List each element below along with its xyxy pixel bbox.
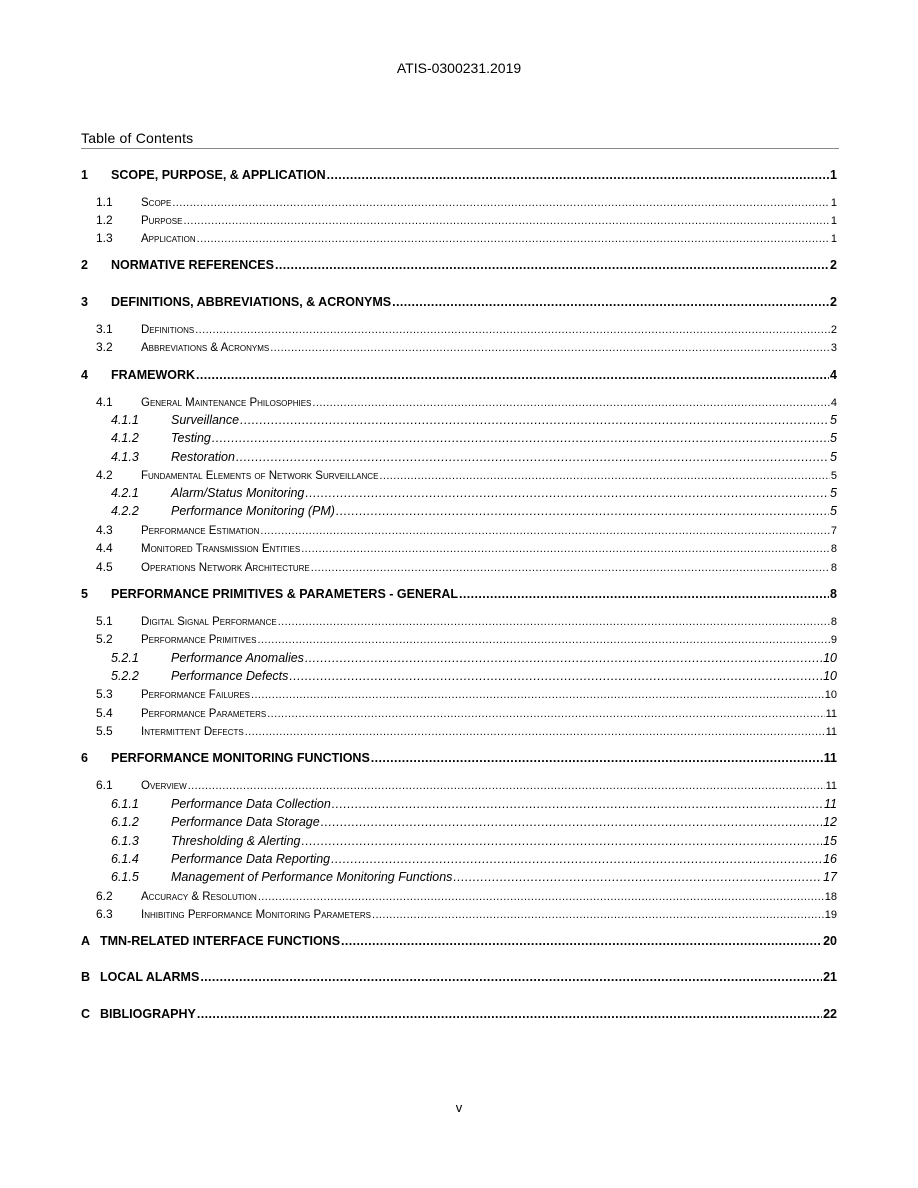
toc-entry[interactable] <box>81 486 837 504</box>
toc-entry-page: 10 <box>824 689 837 701</box>
toc-entry-number: 2 <box>81 258 88 272</box>
toc-entry-page: 8 <box>830 543 837 555</box>
toc-entry-page: 5 <box>830 413 837 427</box>
toc-entry-page: 21 <box>823 970 837 984</box>
toc-entry-number: 1.3 <box>96 231 113 245</box>
toc-entry[interactable] <box>81 468 837 486</box>
toc-entry-number: 6 <box>81 751 88 765</box>
toc-entry-number: 5.2 <box>96 632 113 646</box>
toc-dot-leader <box>379 470 829 482</box>
toc-dot-leader <box>453 870 822 884</box>
toc-entry[interactable] <box>81 669 837 687</box>
toc-dot-leader <box>196 368 829 382</box>
toc-entry-page: 5 <box>830 450 837 464</box>
toc-entry-title[interactable]: Intermittent Defects <box>141 726 244 738</box>
toc-dot-leader <box>278 616 830 628</box>
toc-entry-title[interactable]: PERFORMANCE PRIMITIVES & PARAMETERS - GENERAL <box>111 587 459 601</box>
toc-entry-title[interactable]: PERFORMANCE MONITORING FUNCTIONS <box>111 751 370 765</box>
toc-dot-leader <box>327 168 829 182</box>
toc-entry[interactable] <box>81 523 837 541</box>
toc-entry[interactable] <box>81 651 837 669</box>
toc-entry-page: 22 <box>823 1007 837 1021</box>
toc-entry-page: 9 <box>830 634 837 646</box>
toc-entry-title[interactable]: Operations Network Architecture <box>141 562 310 574</box>
toc-dot-leader <box>270 342 830 354</box>
toc-entry[interactable] <box>81 413 837 431</box>
toc-entry-title[interactable]: FRAMEWORK <box>111 368 196 382</box>
toc-entry-page: 10 <box>823 669 837 683</box>
toc-dot-leader <box>258 891 824 903</box>
toc-dot-leader <box>197 1007 822 1021</box>
toc-entry-title[interactable]: NORMATIVE REFERENCES <box>111 258 274 272</box>
toc-entry-number: 4.1.2 <box>111 431 139 445</box>
toc-entry-page: 5 <box>830 431 837 445</box>
toc-entry-page: 2 <box>830 295 837 309</box>
toc-entry[interactable] <box>81 834 837 852</box>
toc-entry[interactable] <box>81 450 837 468</box>
toc-entry-title[interactable]: Performance Data Collection <box>171 797 331 811</box>
toc-entry[interactable] <box>81 907 837 925</box>
toc-entry-number: 5.2.2 <box>111 669 139 683</box>
toc-entry-title[interactable]: Performance Parameters <box>141 708 267 720</box>
toc-dot-leader <box>257 634 829 646</box>
toc-entry-title[interactable]: Performance Monitoring (PM) <box>171 504 335 518</box>
toc-entry-page: 19 <box>824 909 837 921</box>
toc-entry-page: 2 <box>830 324 837 336</box>
toc-dot-leader <box>251 689 824 701</box>
toc-dot-leader <box>371 751 823 765</box>
toc-entry-page: 8 <box>830 616 837 628</box>
toc-title: Table of Contents <box>81 130 194 146</box>
toc-entry-number: 1 <box>81 168 88 182</box>
toc-entry-title[interactable]: Performance Primitives <box>141 634 257 646</box>
toc-entry-page: 18 <box>824 891 837 903</box>
toc-entry-page: 17 <box>823 870 837 884</box>
toc-entry[interactable] <box>81 724 837 742</box>
toc-entry-page: 5 <box>830 470 837 482</box>
toc-entry-title[interactable]: Surveillance <box>171 413 240 427</box>
toc-entry[interactable] <box>81 213 837 231</box>
toc-entry-number: 4.5 <box>96 560 113 574</box>
toc-entry[interactable] <box>81 168 837 186</box>
toc-entry[interactable] <box>81 504 837 522</box>
toc-entry-number: C <box>81 1007 91 1021</box>
toc-entry-page: 5 <box>830 504 837 518</box>
toc-dot-leader <box>341 934 822 948</box>
toc-entry-number: A <box>81 934 91 948</box>
toc-entry-title[interactable]: Performance Data Storage <box>171 815 320 829</box>
toc-dot-leader <box>183 215 829 227</box>
toc-entry-title[interactable]: TMN-RELATED INTERFACE FUNCTIONS <box>100 934 341 948</box>
toc-entry-page: 1 <box>830 233 837 245</box>
toc-entry-title[interactable]: General Maintenance Philosophies <box>141 397 312 409</box>
toc-entry-title[interactable]: Alarm/Status Monitoring <box>171 486 305 500</box>
toc-entry-page: 4 <box>830 368 837 382</box>
toc-entry-number: B <box>81 970 91 984</box>
toc-entry[interactable] <box>81 815 837 833</box>
toc-entry[interactable] <box>81 970 837 988</box>
toc-entry-number: 1.1 <box>96 195 113 209</box>
toc-entry[interactable] <box>81 560 837 578</box>
toc-entry-title[interactable]: Inhibiting Performance Monitoring Parameters <box>141 909 372 921</box>
toc-entry-page: 12 <box>823 815 837 829</box>
toc-dot-leader <box>311 562 830 574</box>
toc-dot-leader <box>267 708 824 720</box>
toc-entry[interactable] <box>81 231 837 249</box>
toc-entry-number: 5.5 <box>96 724 113 738</box>
toc-entry[interactable] <box>81 751 837 769</box>
toc-entry-title[interactable]: Performance Anomalies <box>171 651 304 665</box>
toc-entry[interactable] <box>81 778 837 796</box>
toc-entry-page: 3 <box>830 342 837 354</box>
toc-entry-title[interactable]: Testing <box>171 431 211 445</box>
toc-dot-leader <box>305 486 829 500</box>
toc-entry[interactable] <box>81 614 837 632</box>
toc-entry-number: 4.3 <box>96 523 113 537</box>
toc-dot-leader <box>392 295 829 309</box>
toc-entry-number: 6.1.2 <box>111 815 139 829</box>
toc-entry-number: 5 <box>81 587 88 601</box>
toc-entry-title[interactable]: Application <box>141 233 196 245</box>
toc-dot-leader <box>312 397 829 409</box>
toc-entry-number: 5.2.1 <box>111 651 139 665</box>
toc-entry-page: 11 <box>823 751 837 765</box>
toc-entry-page: 10 <box>823 651 837 665</box>
toc-dot-leader <box>336 504 829 518</box>
toc-dot-leader <box>301 543 830 555</box>
toc-entry-title[interactable]: Overview <box>141 780 187 792</box>
toc-entry[interactable] <box>81 1007 837 1025</box>
toc-entry-number: 4.1 <box>96 395 113 409</box>
toc-dot-leader <box>197 233 830 245</box>
toc-entry-title[interactable]: Monitored Transmission Entities <box>141 543 301 555</box>
toc-dot-leader <box>275 258 829 272</box>
toc-entry-title[interactable]: Management of Performance Monitoring Functions <box>171 870 453 884</box>
toc-entry-page: 1 <box>830 168 837 182</box>
toc-dot-leader <box>200 970 822 984</box>
toc-entry-number: 6.1.5 <box>111 870 139 884</box>
toc-entry-number: 5.3 <box>96 687 113 701</box>
toc-entry-page: 16 <box>823 852 837 866</box>
toc-entry[interactable] <box>81 295 837 313</box>
toc-entry-page: 11 <box>825 726 837 738</box>
toc-entry-title[interactable]: Performance Defects <box>171 669 289 683</box>
toc-entry-number: 4.2 <box>96 468 113 482</box>
toc-entry-title[interactable]: Scope <box>141 197 172 209</box>
toc-entry-number: 6.3 <box>96 907 113 921</box>
toc-entry-number: 3.2 <box>96 340 113 354</box>
toc-entry-title[interactable]: Fundamental Elements of Network Surveillance <box>141 470 379 482</box>
toc-dot-leader <box>372 909 824 921</box>
toc-entry-title[interactable]: LOCAL ALARMS <box>100 970 200 984</box>
toc-entry-page: 11 <box>825 708 837 720</box>
toc-entry-number: 6.1.3 <box>111 834 139 848</box>
toc-dot-leader <box>245 726 825 738</box>
toc-entry-title[interactable]: Abbreviations & Acronyms <box>141 342 270 354</box>
toc-entry-number: 3 <box>81 295 88 309</box>
toc-entry-number: 6.2 <box>96 889 113 903</box>
toc-entry[interactable] <box>81 541 837 559</box>
toc-dot-leader <box>172 197 830 209</box>
toc-entry[interactable] <box>81 258 837 276</box>
toc-entry-title[interactable]: Performance Estimation <box>141 525 260 537</box>
toc-entry[interactable] <box>81 706 837 724</box>
toc-dot-leader <box>331 852 822 866</box>
toc-entry[interactable] <box>81 395 837 413</box>
toc-dot-leader <box>321 815 822 829</box>
toc-entry[interactable] <box>81 852 837 870</box>
toc-entry-page: 1 <box>830 197 837 209</box>
toc-dot-leader <box>236 450 829 464</box>
toc-entry[interactable] <box>81 632 837 650</box>
toc-entry-title[interactable]: Accuracy & Resolution <box>141 891 257 903</box>
toc-entry-number: 6.1.1 <box>111 797 139 811</box>
toc-title-rule <box>81 148 839 149</box>
toc-entry-page: 2 <box>830 258 837 272</box>
toc-entry-title[interactable]: BIBLIOGRAPHY <box>100 1007 196 1021</box>
toc-dot-leader <box>332 797 823 811</box>
toc-entry[interactable] <box>81 889 837 907</box>
toc-entry-number: 6.1 <box>96 778 113 792</box>
toc-dot-leader <box>212 431 829 445</box>
toc-entry-title[interactable]: Definitions <box>141 324 195 336</box>
toc-entry-title[interactable]: SCOPE, PURPOSE, & APPLICATION <box>111 168 326 182</box>
toc-entry-page: 20 <box>823 934 837 948</box>
toc-entry[interactable] <box>81 431 837 449</box>
toc-entry-title[interactable]: Performance Data Reporting <box>171 852 331 866</box>
toc-dot-leader <box>195 324 830 336</box>
toc-entry-page: 1 <box>830 215 837 227</box>
toc-entry-page: 4 <box>830 397 837 409</box>
toc-entry-number: 5.4 <box>96 706 113 720</box>
toc-entry-number: 4.1.1 <box>111 413 139 427</box>
toc-entry-number: 4.2.1 <box>111 486 139 500</box>
toc-entry-page: 5 <box>830 486 837 500</box>
toc-entry[interactable] <box>81 687 837 705</box>
toc-entry-number: 1.2 <box>96 213 113 227</box>
toc-entry-page: 15 <box>823 834 837 848</box>
toc-entry-number: 6.1.4 <box>111 852 139 866</box>
toc-dot-leader <box>188 780 825 792</box>
document-id-header: ATIS-0300231.2019 <box>396 60 522 76</box>
toc-dot-leader <box>301 834 822 848</box>
toc-entry[interactable] <box>81 934 837 952</box>
toc-entry-number: 4 <box>81 368 88 382</box>
toc-entry-page: 11 <box>825 780 837 792</box>
toc-entry-number: 4.2.2 <box>111 504 139 518</box>
toc-entry-title[interactable]: DEFINITIONS, ABBREVIATIONS, & ACRONYMS <box>111 295 392 309</box>
toc-entry-title[interactable]: Purpose <box>141 215 183 227</box>
toc-entry-title[interactable]: Thresholding & Alerting <box>171 834 301 848</box>
toc-entry-title[interactable]: Performance Failures <box>141 689 251 701</box>
toc-entry-page: 7 <box>830 525 837 537</box>
toc-entry-number: 3.1 <box>96 322 113 336</box>
toc-entry-number: 4.1.3 <box>111 450 139 464</box>
toc-entry-title[interactable]: Restoration <box>171 450 235 464</box>
toc-entry[interactable] <box>81 797 837 815</box>
toc-entry[interactable] <box>81 870 837 888</box>
toc-entry[interactable] <box>81 340 837 358</box>
toc-dot-leader <box>289 669 822 683</box>
toc-dot-leader <box>459 587 829 601</box>
toc-entry[interactable] <box>81 195 837 213</box>
toc-dot-leader <box>260 525 829 537</box>
toc-dot-leader <box>305 651 822 665</box>
toc-entry[interactable] <box>81 322 837 340</box>
toc-entry-title[interactable]: Digital Signal Performance <box>141 616 277 628</box>
toc-entry[interactable] <box>81 368 837 386</box>
toc-entry[interactable] <box>81 587 837 605</box>
toc-entry-page: 8 <box>830 587 837 601</box>
toc-entry-page: 8 <box>830 562 837 574</box>
toc-entry-number: 5.1 <box>96 614 113 628</box>
page-number: v <box>455 1100 463 1115</box>
toc-entry-page: 11 <box>824 797 837 811</box>
toc-entry-number: 4.4 <box>96 541 113 555</box>
toc-dot-leader <box>240 413 829 427</box>
